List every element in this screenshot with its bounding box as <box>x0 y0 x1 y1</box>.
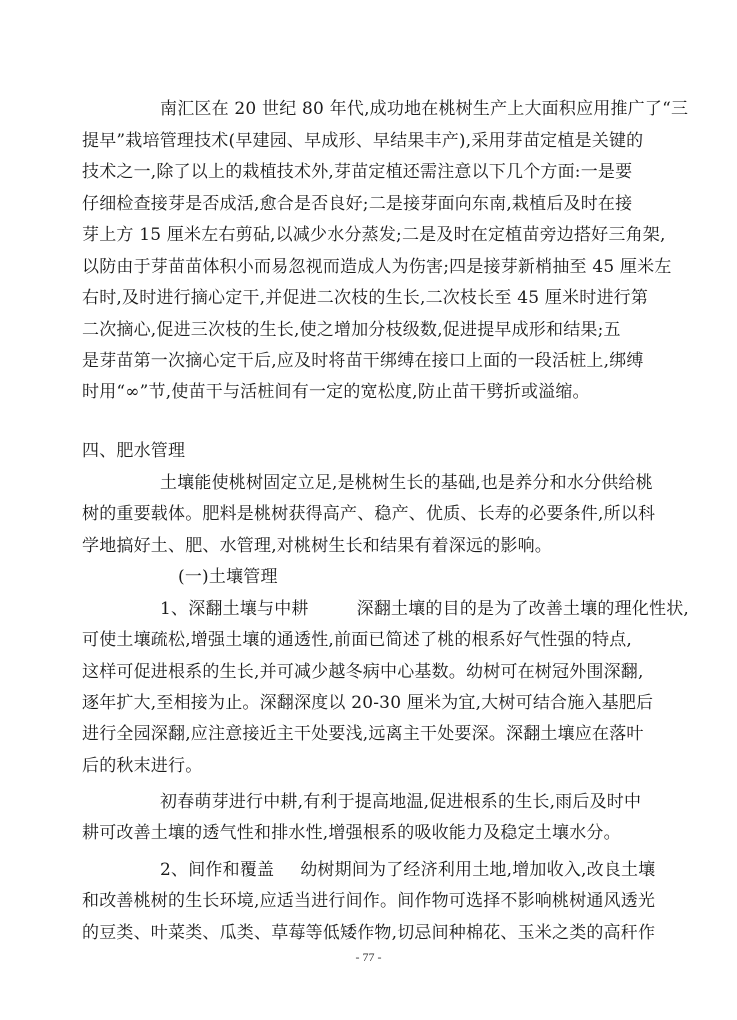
text-line: 的豆类、叶菜类、瓜类、草莓等低矮作物,切忌间种棉花、玉米之类的高秆作 <box>82 923 656 943</box>
text-line: 这样可促进根系的生长,并可减少越冬病中心基数。幼树可在树冠外围深翻, <box>82 662 644 682</box>
text-line: 仔细检查接芽是否成活,愈合是否良好;二是接芽面向东南,栽植后及时在接 <box>82 194 633 214</box>
text-line: 初春萌芽进行中耕,有利于提高地温,促进根系的生长,雨后及时中 <box>160 792 642 812</box>
text-line: 逐年扩大,至相接为止。深翻深度以 20-30 厘米为宜,大树可结合施入基肥后 <box>82 693 654 713</box>
text-line: 土壤能使桃树固定立足,是桃树生长的基础,也是养分和水分供给桃 <box>160 473 653 493</box>
text-line: 进行全园深翻,应注意接近主干处要浅,远离主干处要深。深翻土壤应在落叶 <box>82 724 644 744</box>
item-text: 幼树期间为了经济利用土地,增加收入,改良土壤 <box>300 860 656 880</box>
item-text: 深翻土壤的目的是为了改善土壤的理化性状, <box>356 599 690 619</box>
text-line: 以防由于芽苗苗体积小而易忽视而造成人为伤害;四是接芽新梢抽至 45 厘米左 <box>82 257 672 277</box>
item-line <box>160 859 655 881</box>
text-line: 后的秋末进行。 <box>82 756 203 776</box>
text-line: 芽上方 15 厘米左右剪砧,以减少水分蒸发;二是及时在定植苗旁边搭好三角架, <box>82 225 666 245</box>
text-line: 时用“∞”节,使苗干与活桩间有一定的宽松度,防止苗干劈折或溢缩。 <box>82 382 590 402</box>
text-line: 学地搞好土、肥、水管理,对桃树生长和结果有着深远的影响。 <box>82 536 553 556</box>
text-line: 技术之一,除了以上的栽植技术外,芽苗定植还需注意以下几个方面:一是要 <box>82 162 633 182</box>
text-line: 和改善桃树的生长环境,应适当进行间作。间作物可选择不影响桃树通风透光 <box>82 891 656 911</box>
text-line: 二次摘心,促进三次枝的生长,使之增加分枝级数,促进提早成形和结果;五 <box>82 320 621 340</box>
text-line: 是芽苗第一次摘心定干后,应及时将苗干绑缚在接口上面的一段活桩上,绑缚 <box>82 351 644 371</box>
text-line: 树的重要载体。肥料是桃树获得高产、稳产、优质、长寿的必要条件,所以科 <box>82 504 656 524</box>
item-line <box>160 598 689 620</box>
text-line: 右时,及时进行摘心定干,并促进二次枝的生长,二次枝长至 45 厘米时进行第 <box>82 288 649 308</box>
page-number: - 77 - <box>355 950 382 964</box>
text-line: 提早”栽培管理技术(早建园、早成形、早结果丰产),采用芽苗定植是关键的 <box>82 131 644 151</box>
text-line: 可使土壤疏松,增强土壤的通透性,前面已简述了桃的根系好气性强的特点, <box>82 630 633 650</box>
section-title: 四、肥水管理 <box>82 441 186 461</box>
subsection-title: (一)土壤管理 <box>178 567 278 587</box>
text-line: 南汇区在 20 世纪 80 年代,成功地在桃树生产上大面积应用推广了“三 <box>160 99 689 119</box>
item-label: 1、深翻土壤与中耕 <box>160 599 309 619</box>
text-line: 耕可改善土壤的透气性和排水性,增强根系的吸收能力及稳定土壤水分。 <box>82 823 621 843</box>
item-label: 2、间作和覆盖 <box>160 860 275 880</box>
